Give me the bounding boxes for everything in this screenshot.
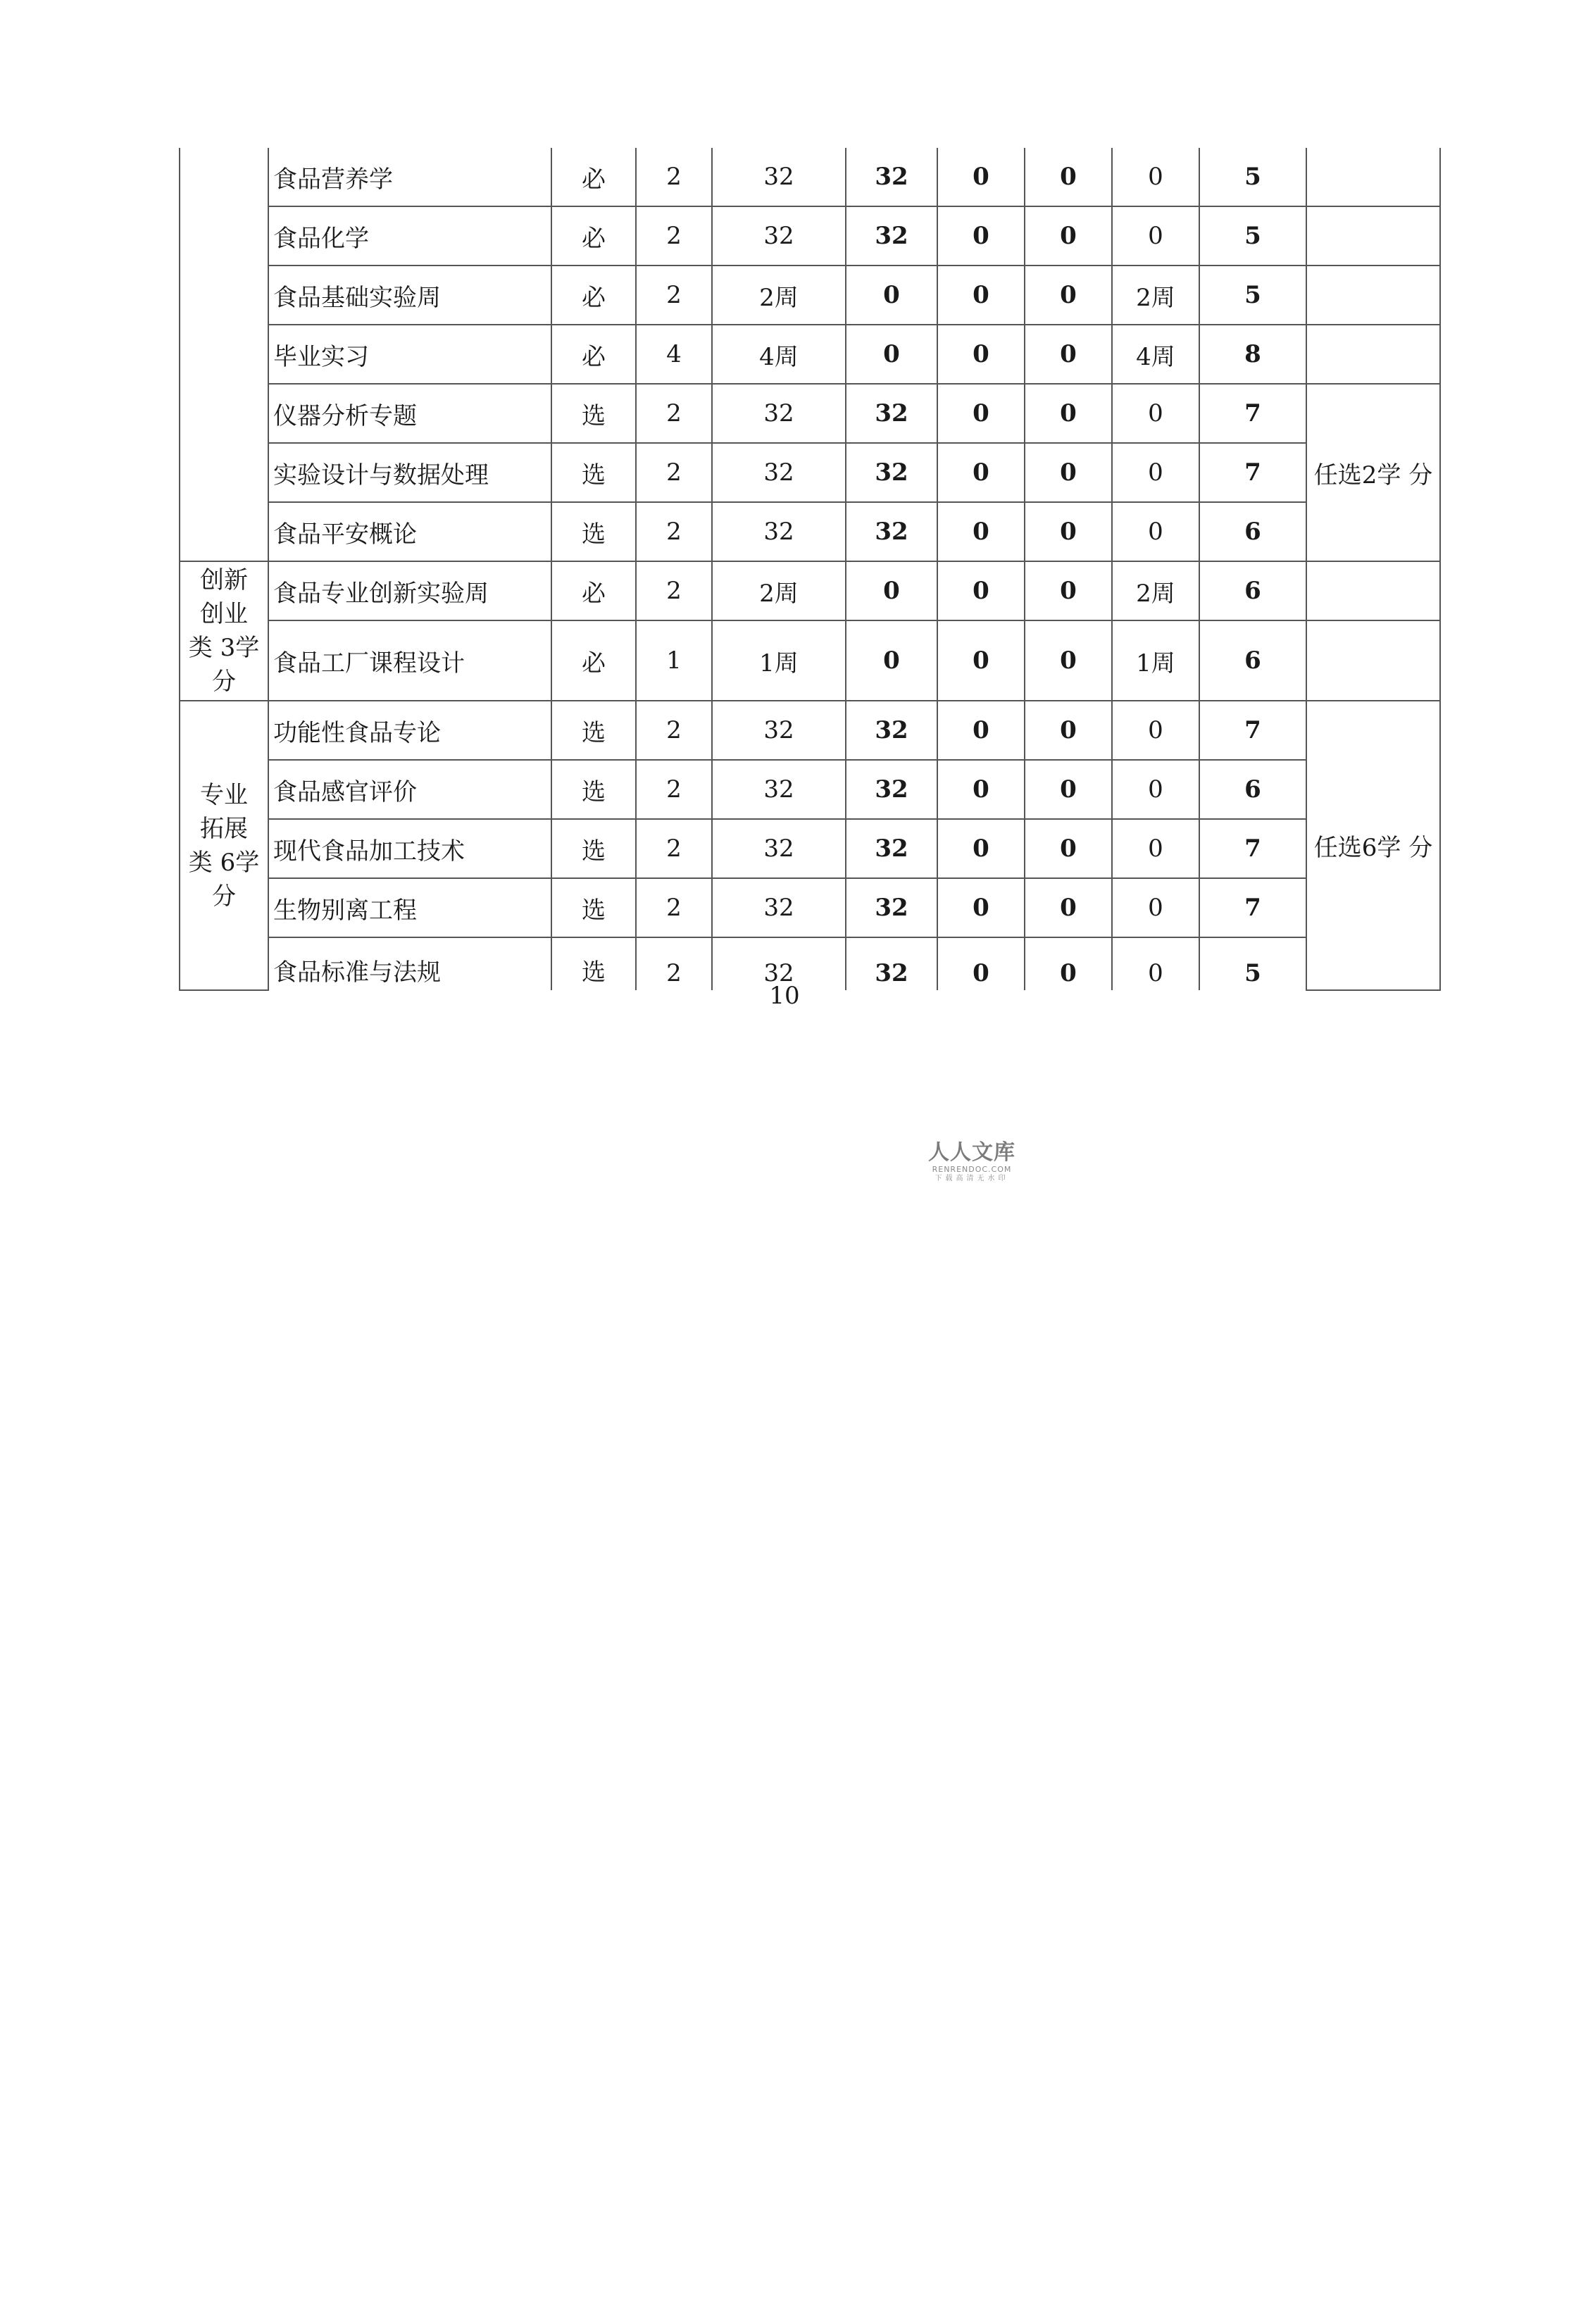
course-lecture-hours: 32 [846,878,937,937]
page-number: 10 [769,982,800,1010]
course-type: 必 [551,561,636,620]
course-hours: 32 [712,148,846,206]
course-hours: 32 [712,937,846,990]
course-lecture-hours: 32 [846,443,937,502]
course-hours: 32 [712,819,846,878]
course-hours: 1周 [712,620,846,701]
course-hours: 32 [712,760,846,819]
table-row [180,620,1440,701]
course-credit: 2 [636,443,712,502]
course-lab-hours: 0 [937,701,1025,760]
course-name: 生物别离工程 [268,878,551,937]
course-name: 实验设计与数据处理 [268,443,551,502]
course-computer-hours: 0 [1025,937,1112,990]
course-lab-hours: 0 [937,760,1025,819]
table-row [180,760,1440,819]
category-cell-innovation [180,561,268,701]
course-type: 必 [551,148,636,206]
course-hours: 32 [712,701,846,760]
course-practice-hours: 4周 [1112,325,1199,384]
course-lecture-hours: 32 [846,384,937,443]
course-name: 食品标准与法规 [268,937,551,990]
course-name: 功能性食品专论 [268,701,551,760]
course-practice-hours: 0 [1112,384,1199,443]
course-practice-hours: 2周 [1112,561,1199,620]
course-computer-hours: 0 [1025,561,1112,620]
watermark-tag-text: 下载高清无水印 [934,1175,1009,1182]
course-lecture-hours: 32 [846,701,937,760]
course-lecture-hours: 0 [846,620,937,701]
watermark-site-text: RENRENDOC.COM [932,1165,1012,1174]
course-practice-hours: 0 [1112,878,1199,937]
course-hours: 32 [712,384,846,443]
course-type: 选 [551,443,636,502]
course-type: 必 [551,620,636,701]
course-lab-hours: 0 [937,819,1025,878]
remark-cell [1306,325,1440,384]
table-row [180,384,1440,443]
category-label-line: 分 [212,882,236,911]
course-credit: 2 [636,878,712,937]
course-table [179,148,1441,991]
course-practice-hours: 0 [1112,502,1199,561]
course-name: 现代食品加工技术 [268,819,551,878]
course-lecture-hours: 0 [846,325,937,384]
course-practice-hours: 0 [1112,206,1199,265]
course-semester: 8 [1199,325,1306,384]
table-row [180,206,1440,265]
course-practice-hours: 1周 [1112,620,1199,701]
course-computer-hours: 0 [1025,620,1112,701]
table-row [180,443,1440,502]
course-semester: 7 [1199,819,1306,878]
remark-cell: 任选2学 分 [1306,384,1440,561]
remark-cell: 任选6学 分 [1306,701,1440,990]
course-semester: 5 [1199,265,1306,325]
category-label-line: 类 6学 [188,848,260,877]
course-lab-hours: 0 [937,620,1025,701]
course-name: 食品基础实验周 [268,265,551,325]
course-lecture-hours: 32 [846,937,937,990]
course-lab-hours: 0 [937,502,1025,561]
course-practice-hours: 0 [1112,937,1199,990]
course-type: 选 [551,502,636,561]
category-label-line: 创新 [200,566,248,594]
course-lab-hours: 0 [937,148,1025,206]
course-practice-hours: 0 [1112,701,1199,760]
course-credit: 2 [636,701,712,760]
course-computer-hours: 0 [1025,206,1112,265]
table-row [180,701,1440,760]
course-practice-hours: 0 [1112,443,1199,502]
course-lab-hours: 0 [937,325,1025,384]
course-lab-hours: 0 [937,443,1025,502]
category-label-line: 创业 [200,600,248,628]
category-cell-blank [180,148,268,561]
course-lab-hours: 0 [937,206,1025,265]
remark-cell [1306,265,1440,325]
course-type: 必 [551,325,636,384]
course-semester: 5 [1199,206,1306,265]
course-credit: 2 [636,265,712,325]
course-semester: 7 [1199,384,1306,443]
course-name: 食品感官评价 [268,760,551,819]
course-computer-hours: 0 [1025,819,1112,878]
category-label-line: 类 3学 [188,634,260,662]
course-computer-hours: 0 [1025,443,1112,502]
course-computer-hours: 0 [1025,878,1112,937]
course-hours: 32 [712,878,846,937]
course-lecture-hours: 32 [846,206,937,265]
course-practice-hours: 0 [1112,148,1199,206]
remark-cell [1306,561,1440,620]
category-label-line: 专业 [200,780,248,809]
course-credit: 2 [636,206,712,265]
course-hours: 2周 [712,561,846,620]
course-type: 选 [551,384,636,443]
course-type: 选 [551,760,636,819]
course-credit: 2 [636,502,712,561]
course-credit: 2 [636,937,712,990]
course-computer-hours: 0 [1025,502,1112,561]
course-lab-hours: 0 [937,878,1025,937]
course-lab-hours: 0 [937,265,1025,325]
remark-cell [1306,148,1440,206]
course-name: 仪器分析专题 [268,384,551,443]
course-hours: 2周 [712,265,846,325]
table-row [180,878,1440,937]
course-lecture-hours: 32 [846,760,937,819]
course-credit: 2 [636,760,712,819]
course-credit: 2 [636,148,712,206]
remark-cell [1306,620,1440,701]
course-type: 必 [551,206,636,265]
course-semester: 5 [1199,937,1306,990]
course-computer-hours: 0 [1025,701,1112,760]
table-row [180,561,1440,620]
course-semester: 7 [1199,701,1306,760]
course-computer-hours: 0 [1025,384,1112,443]
course-semester: 7 [1199,443,1306,502]
course-semester: 6 [1199,760,1306,819]
table-row [180,819,1440,878]
course-hours: 32 [712,443,846,502]
course-practice-hours: 2周 [1112,265,1199,325]
course-lecture-hours: 0 [846,561,937,620]
table-row [180,325,1440,384]
course-computer-hours: 0 [1025,265,1112,325]
course-credit: 2 [636,561,712,620]
course-lecture-hours: 0 [846,265,937,325]
course-type: 选 [551,819,636,878]
course-credit: 1 [636,620,712,701]
course-credit: 4 [636,325,712,384]
course-credit: 2 [636,384,712,443]
table-row [180,265,1440,325]
course-lecture-hours: 32 [846,148,937,206]
course-semester: 7 [1199,878,1306,937]
course-name: 食品化学 [268,206,551,265]
category-label-line: 拓展 [200,814,248,843]
remark-cell [1306,206,1440,265]
course-lab-hours: 0 [937,937,1025,990]
course-lecture-hours: 32 [846,819,937,878]
course-lab-hours: 0 [937,384,1025,443]
course-lecture-hours: 32 [846,502,937,561]
course-type: 选 [551,937,636,990]
course-computer-hours: 0 [1025,325,1112,384]
course-practice-hours: 0 [1112,819,1199,878]
table-row [180,502,1440,561]
course-semester: 5 [1199,148,1306,206]
course-name: 食品营养学 [268,148,551,206]
course-name: 食品专业创新实验周 [268,561,551,620]
category-label-line: 分 [212,668,236,696]
course-name: 毕业实习 [268,325,551,384]
course-hours: 4周 [712,325,846,384]
course-type: 选 [551,878,636,937]
course-computer-hours: 0 [1025,148,1112,206]
course-computer-hours: 0 [1025,760,1112,819]
course-hours: 32 [712,502,846,561]
course-type: 必 [551,265,636,325]
course-practice-hours: 0 [1112,760,1199,819]
category-cell-expansion [180,701,268,990]
course-hours: 32 [712,206,846,265]
course-name: 食品平安概论 [268,502,551,561]
course-name: 食品工厂课程设计 [268,620,551,701]
watermark-logo [923,1141,1021,1183]
course-semester: 6 [1199,620,1306,701]
course-semester: 6 [1199,502,1306,561]
watermark-main-text: 人人文库 [928,1140,1015,1165]
table-body [180,148,1440,990]
course-lab-hours: 0 [937,561,1025,620]
course-type: 选 [551,701,636,760]
table-row [180,148,1440,206]
course-credit: 2 [636,819,712,878]
course-semester: 6 [1199,561,1306,620]
